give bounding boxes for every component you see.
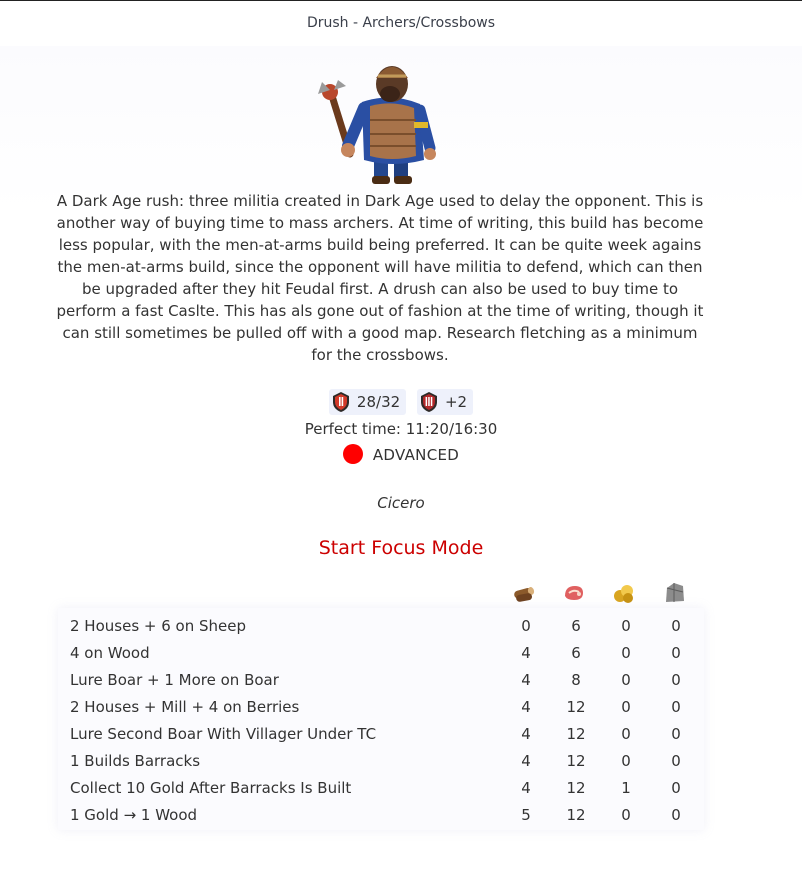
- wood-count: 5: [521, 806, 531, 824]
- gold-count: 1: [621, 779, 631, 797]
- build-step-text: 2 Houses + 6 on Sheep: [70, 617, 247, 635]
- loom-badge: [417, 389, 473, 415]
- gold-count: 0: [621, 806, 631, 824]
- militia-unit-icon: [312, 56, 442, 186]
- stone-icon: [662, 580, 688, 606]
- gold-icon: [611, 580, 637, 606]
- build-step-row: [70, 721, 710, 748]
- difficulty-label: ADVANCED: [372, 446, 460, 464]
- stone-count: 0: [671, 671, 681, 689]
- feudal-age-shield-icon: [331, 391, 351, 413]
- stone-count: 0: [671, 779, 681, 797]
- wood-count: 0: [521, 617, 531, 635]
- population-value: 28/32: [356, 393, 401, 411]
- stone-count: 0: [671, 617, 681, 635]
- wood-count: 4: [521, 671, 531, 689]
- gold-count: 0: [621, 671, 631, 689]
- build-step-text: 1 Gold → 1 Wood: [70, 806, 198, 824]
- build-description: A Dark Age rush: three militia created in Dark Age used to delay the opponent. This is another way of buying time to mass archers. At time of writing, this build has become less popular, with the men-at-arms build being preferred. It can be quite week agains the men-at-arms build, since the opponent will have militia to defend, which can then be upgraded after they hit Feudal first. A drush can also be used to buy time to perform a fast Caslte. This has als gone out of fashion at the time of writing, though it can still sometimes be pulled off with a good map. Research fletching as a minimum for the crossbows.: [56, 192, 704, 364]
- food-count: 8: [571, 671, 581, 689]
- build-step-text: Lure Second Boar With Villager Under TC: [70, 725, 377, 743]
- wood-count: 4: [521, 752, 531, 770]
- population-badge: [329, 389, 406, 415]
- page-title: Drush - Archers/Crossbows: [306, 15, 496, 31]
- build-step-row: [70, 775, 710, 802]
- stone-count: 0: [671, 644, 681, 662]
- build-step-row: [70, 802, 710, 829]
- difficulty-dot-icon: [343, 444, 363, 464]
- wood-icon: [511, 580, 537, 606]
- gold-count: 0: [621, 698, 631, 716]
- stone-count: 0: [671, 806, 681, 824]
- build-step-text: Lure Boar + 1 More on Boar: [70, 671, 279, 689]
- loom-value: +2: [444, 393, 468, 411]
- build-step-row: [70, 640, 710, 667]
- build-step-text: 4 on Wood: [70, 644, 150, 662]
- gold-count: 0: [621, 617, 631, 635]
- food-count: 12: [566, 698, 586, 716]
- stone-count: 0: [671, 725, 681, 743]
- build-step-text: Collect 10 Gold After Barracks Is Built: [70, 779, 352, 797]
- perfect-time-value: 11:20/16:30: [405, 420, 498, 438]
- food-count: 12: [566, 752, 586, 770]
- gold-count: 0: [621, 725, 631, 743]
- build-step-text: 1 Builds Barracks: [70, 752, 201, 770]
- food-count: 12: [566, 806, 586, 824]
- gold-count: 0: [621, 644, 631, 662]
- start-focus-mode-button[interactable]: Start Focus Mode: [318, 537, 484, 559]
- stone-count: 0: [671, 698, 681, 716]
- castle-age-shield-icon: [419, 391, 439, 413]
- stats-row: [0, 389, 802, 415]
- food-count: 6: [571, 617, 581, 635]
- author-name: Cicero: [377, 494, 425, 512]
- wood-count: 4: [521, 779, 531, 797]
- wood-count: 4: [521, 698, 531, 716]
- gold-count: 0: [621, 752, 631, 770]
- wood-count: 4: [521, 725, 531, 743]
- perfect-time-label: Perfect time:: [304, 420, 406, 438]
- build-step-text: 2 Houses + Mill + 4 on Berries: [70, 698, 300, 716]
- build-step-row: [70, 694, 710, 721]
- food-count: 12: [566, 779, 586, 797]
- food-icon: [561, 580, 587, 606]
- top-bar: [0, 0, 802, 47]
- resource-header: [505, 580, 705, 606]
- build-step-row: [70, 667, 710, 694]
- build-step-row: [70, 613, 710, 640]
- difficulty-badge: [0, 446, 802, 464]
- stone-count: 0: [671, 752, 681, 770]
- food-count: 6: [571, 644, 581, 662]
- perfect-time: [0, 420, 802, 438]
- build-step-row: [70, 748, 710, 775]
- wood-count: 4: [521, 644, 531, 662]
- food-count: 12: [566, 725, 586, 743]
